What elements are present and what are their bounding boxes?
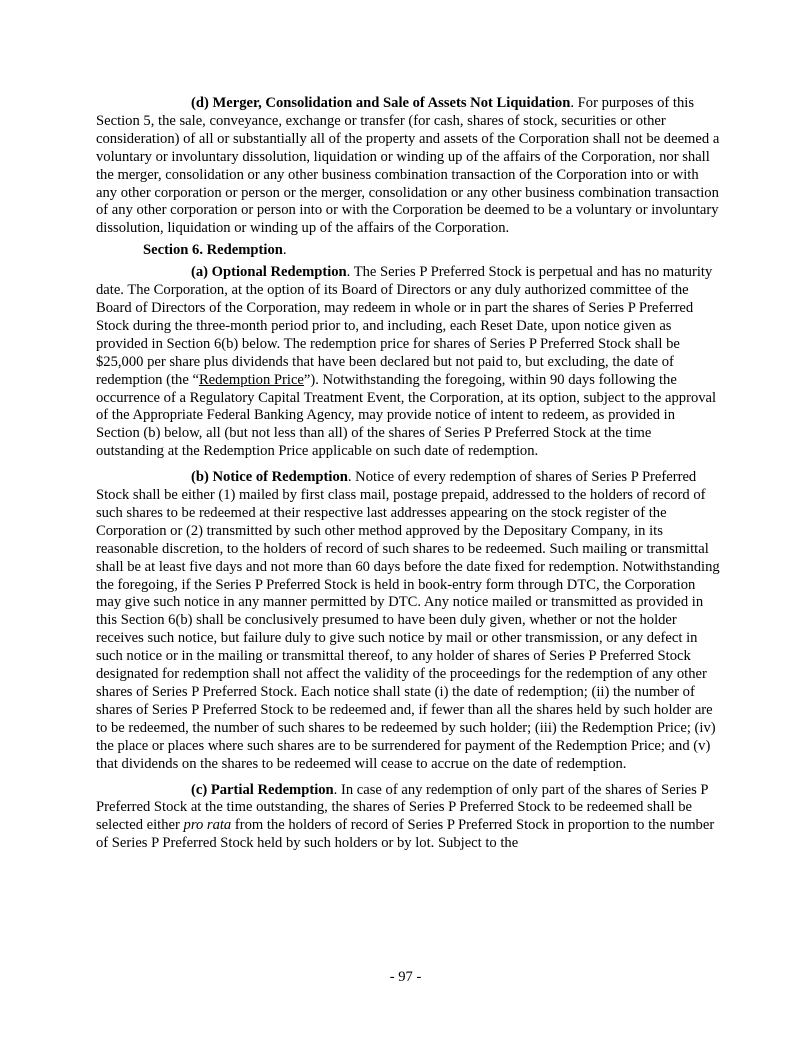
heading-partial-redemption: (c) Partial Redemption: [191, 781, 334, 798]
text-partial-redemption-2: from the holders of record of Series P Preferred Stock in proportion to the number of Series P Preferred Stock held by such holders or by lot. Subject to the: [96, 817, 715, 852]
italic-term-pro-rata: pro rata: [183, 817, 232, 834]
paragraph-notice-of-redemption: [96, 469, 720, 773]
text-optional-redemption-1: . The Series P Preferred Stock is perpetual and has no maturity date. The Corporation, at the option of its Board of Directors or any duly authorized committee of the Board of Directors of the Corporation, may redeem in whole or in part the shares of Series P Preferred Stock during the three-month period prior to, and including, each Reset Date, upon notice given as provided in Section 6(b) below. The redemption price for shares of Series P Preferred Stock shall be $25,000 per share plus dividends that have been declared but not paid to, but excluding, the date of redemption (the “: [96, 264, 713, 388]
text-merger-consolidation: . For purposes of this Section 5, the sale, conveyance, exchange or transfer (for cash, shares of stock, securities or other consideration) of all or substantially all of the property and assets of the Corporation shall not be deemed a voluntary or involuntary dissolution, liquidation or winding up of the affairs of the Corporation, nor shall the merger, consolidation or any other business combination transaction of the Corporation into or with any other corporation or person or the merger, consolidation or any other business combination transaction of any other corporation or person into or with the Corporation be deemed to be a voluntary or involuntary dissolution, liquidation or winding up of the affairs of the Corporation.: [96, 95, 720, 237]
section-6-heading: Section 6. Redemption.: [143, 242, 287, 259]
text-notice-of-redemption: . Notice of every redemption of shares of Series P Preferred Stock shall be either (1) mailed by first class mail, postage prepaid, addressed to the holders of record of such shares to be redeemed at their respective last addresses appearing on the stock register of the Corporation or (2) transmitted by such other method approved by the Depositary Company, in its reasonable discretion, to the holders of record of such shares to be redeemed. Such mailing or transmittal shall be at least five days and not more than 60 days before the date fixed for redemption. Notwithstanding the foregoing, if the Series P Preferred Stock is held in book-entry form through DTC, the Corporation may give such notice in any manner permitted by DTC. Any notice mailed or transmitted as provided in this Section 6(b) shall be conclusively presumed to have been duly given, whether or not the holder receives such notice, but failure duly to give such notice by mail or other transmission, or any defect in such notice or in the mailing or transmittal thereof, to any holder of shares of Series P Preferred Stock designated for redemption shall not affect the validity of the proceedings for the redemption of any other shares of Series P Preferred Stock. Each notice shall state (i) the date of redemption; (ii) the number of shares of Series P Preferred Stock to be redeemed and, if fewer than all the shares held by such holder are to be redeemed, the number of such shares to be redeemed by such holder; (iii) the Redemption Price; (iv) the place or places where such shares are to be surrendered for payment of the Redemption Price; and (v) that dividends on the shares to be redeemed will cease to accrue on the date of redemption.: [96, 469, 720, 772]
paragraph-optional-redemption: [96, 264, 720, 461]
defined-term-redemption-price: Redemption Price: [198, 371, 304, 388]
text-optional-redemption-2: ”). Notwithstanding the foregoing, within 90 days following the occurrence of a Regulatory Capital Treatment Event, the Corporation, at its option, subject to the approval of the Appropriate Federal Banking Agency, may provide notice of intent to redeem, as provided in Section (b) below, all (but not less than all) of the shares of Series P Preferred Stock at the time outstanding at the Redemption Price applicable on such date of redemption.: [96, 371, 717, 460]
paragraph-partial-redemption: [96, 782, 720, 854]
text-partial-redemption-1: . In case of any redemption of only part of the shares of Series P Preferred Stock at the time outstanding, the shares of Series P Preferred Stock to be redeemed shall be selected either: [96, 781, 708, 834]
heading-optional-redemption: (a) Optional Redemption: [191, 264, 347, 281]
document-body: [96, 95, 720, 853]
page-number: - 97 -: [389, 969, 422, 985]
paragraph-merger-consolidation: [96, 95, 720, 238]
heading-merger-consolidation: (d) Merger, Consolidation and Sale of Assets Not Liquidation: [191, 95, 571, 111]
heading-notice-of-redemption: (b) Notice of Redemption: [191, 469, 348, 486]
